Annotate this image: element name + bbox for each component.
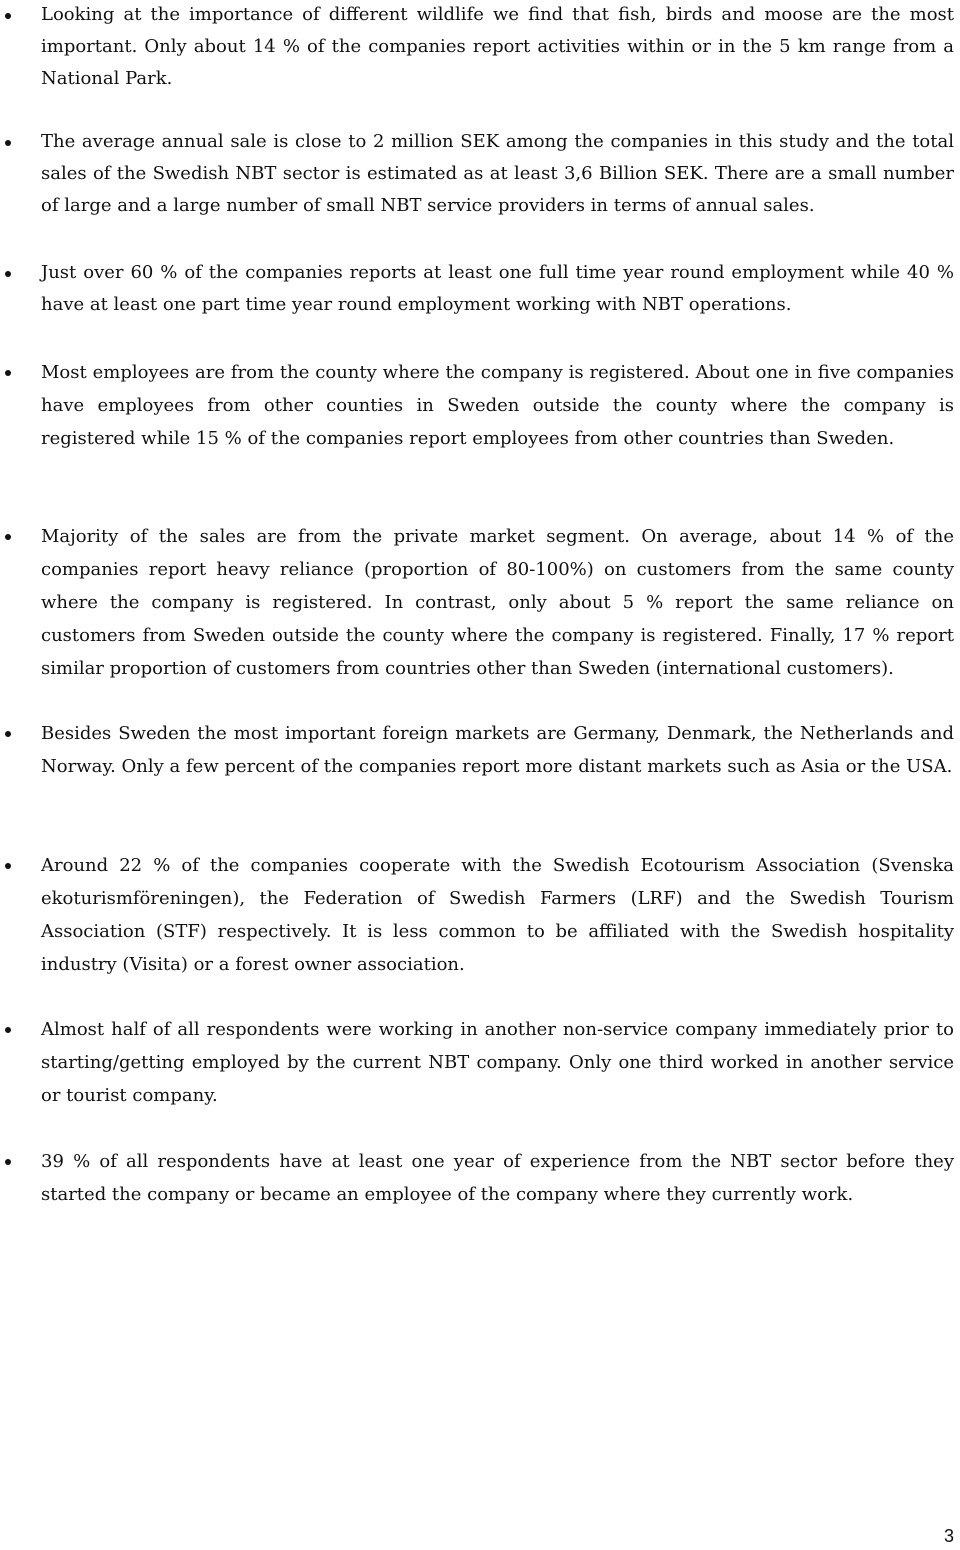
- list-item-text: Almost half of all respondents were working in another non-service company immediately prior to starting/getting employed by the current NBT company. Only one third worked in another service or tourist company.: [41, 1019, 954, 1106]
- bullet-icon: [5, 1159, 11, 1165]
- list-item: [0, 126, 960, 222]
- bullet-icon: [5, 13, 11, 19]
- list-item: [0, 356, 960, 455]
- list-item: [0, 0, 960, 95]
- bullet-icon: [5, 1027, 11, 1033]
- list-item-text: Most employees are from the county where the company is registered. About one in five companies have employees from other counties in Sweden outside the county where the company is registered while 15 % of the companies report employees from other countries than Sweden.: [41, 362, 954, 449]
- list-item: [0, 717, 960, 783]
- list-item-text: Around 22 % of the companies cooperate with the Swedish Ecotourism Association (Svenska ekoturismföreningen), the Federation of Swedish Farmers (LRF) and the Swedish Tourism Association (STF) respectively. It is less common to be affiliated with the Swedish hospitality industry (Visita) or a forest owner association.: [41, 855, 954, 975]
- list-item: [0, 1145, 960, 1211]
- list-item-text: Just over 60 % of the companies reports at least one full time year round employment while 40 % have at least one part time year round employment working with NBT operations.: [41, 262, 954, 315]
- list-item-text: Majority of the sales are from the private market segment. On average, about 14 % of the companies report heavy reliance (proportion of 80-100%) on customers from the same county where the company is registered. In contrast, only about 5 % report the same reliance on customers from Sweden outside the county where the company is registered. Finally, 17 % report similar proportion of customers from countries other than Sweden (international customers).: [41, 526, 954, 679]
- bullet-icon: [5, 534, 11, 540]
- list-item-text: The average annual sale is close to 2 million SEK among the companies in this study and the total sales of the Swedish NBT sector is estimated as at least 3,6 Billion SEK. There are a small number of large and a large number of small NBT service providers in terms of annual sales.: [41, 131, 954, 216]
- list-item: [0, 520, 960, 685]
- list-item: [0, 257, 960, 321]
- bullet-icon: [5, 370, 11, 376]
- list-item: [0, 1013, 960, 1112]
- bullet-icon: [5, 731, 11, 737]
- list-item: [0, 849, 960, 981]
- list-item-text: Besides Sweden the most important foreign markets are Germany, Denmark, the Netherlands and Norway. Only a few percent of the companies report more distant markets such as Asia or the USA.: [41, 723, 954, 777]
- bullet-icon: [5, 863, 11, 869]
- list-item-text: 39 % of all respondents have at least one year of experience from the NBT sector before they started the company or became an employee of the company where they currently work.: [41, 1151, 954, 1205]
- page-number: 3: [943, 1526, 954, 1546]
- bullet-icon: [5, 271, 11, 277]
- list-item-text: Looking at the importance of different wildlife we find that fish, birds and moose are the most important. Only about 14 % of the companies report activities within or in the 5 km range from a National Park.: [41, 4, 954, 89]
- bullet-icon: [5, 140, 11, 146]
